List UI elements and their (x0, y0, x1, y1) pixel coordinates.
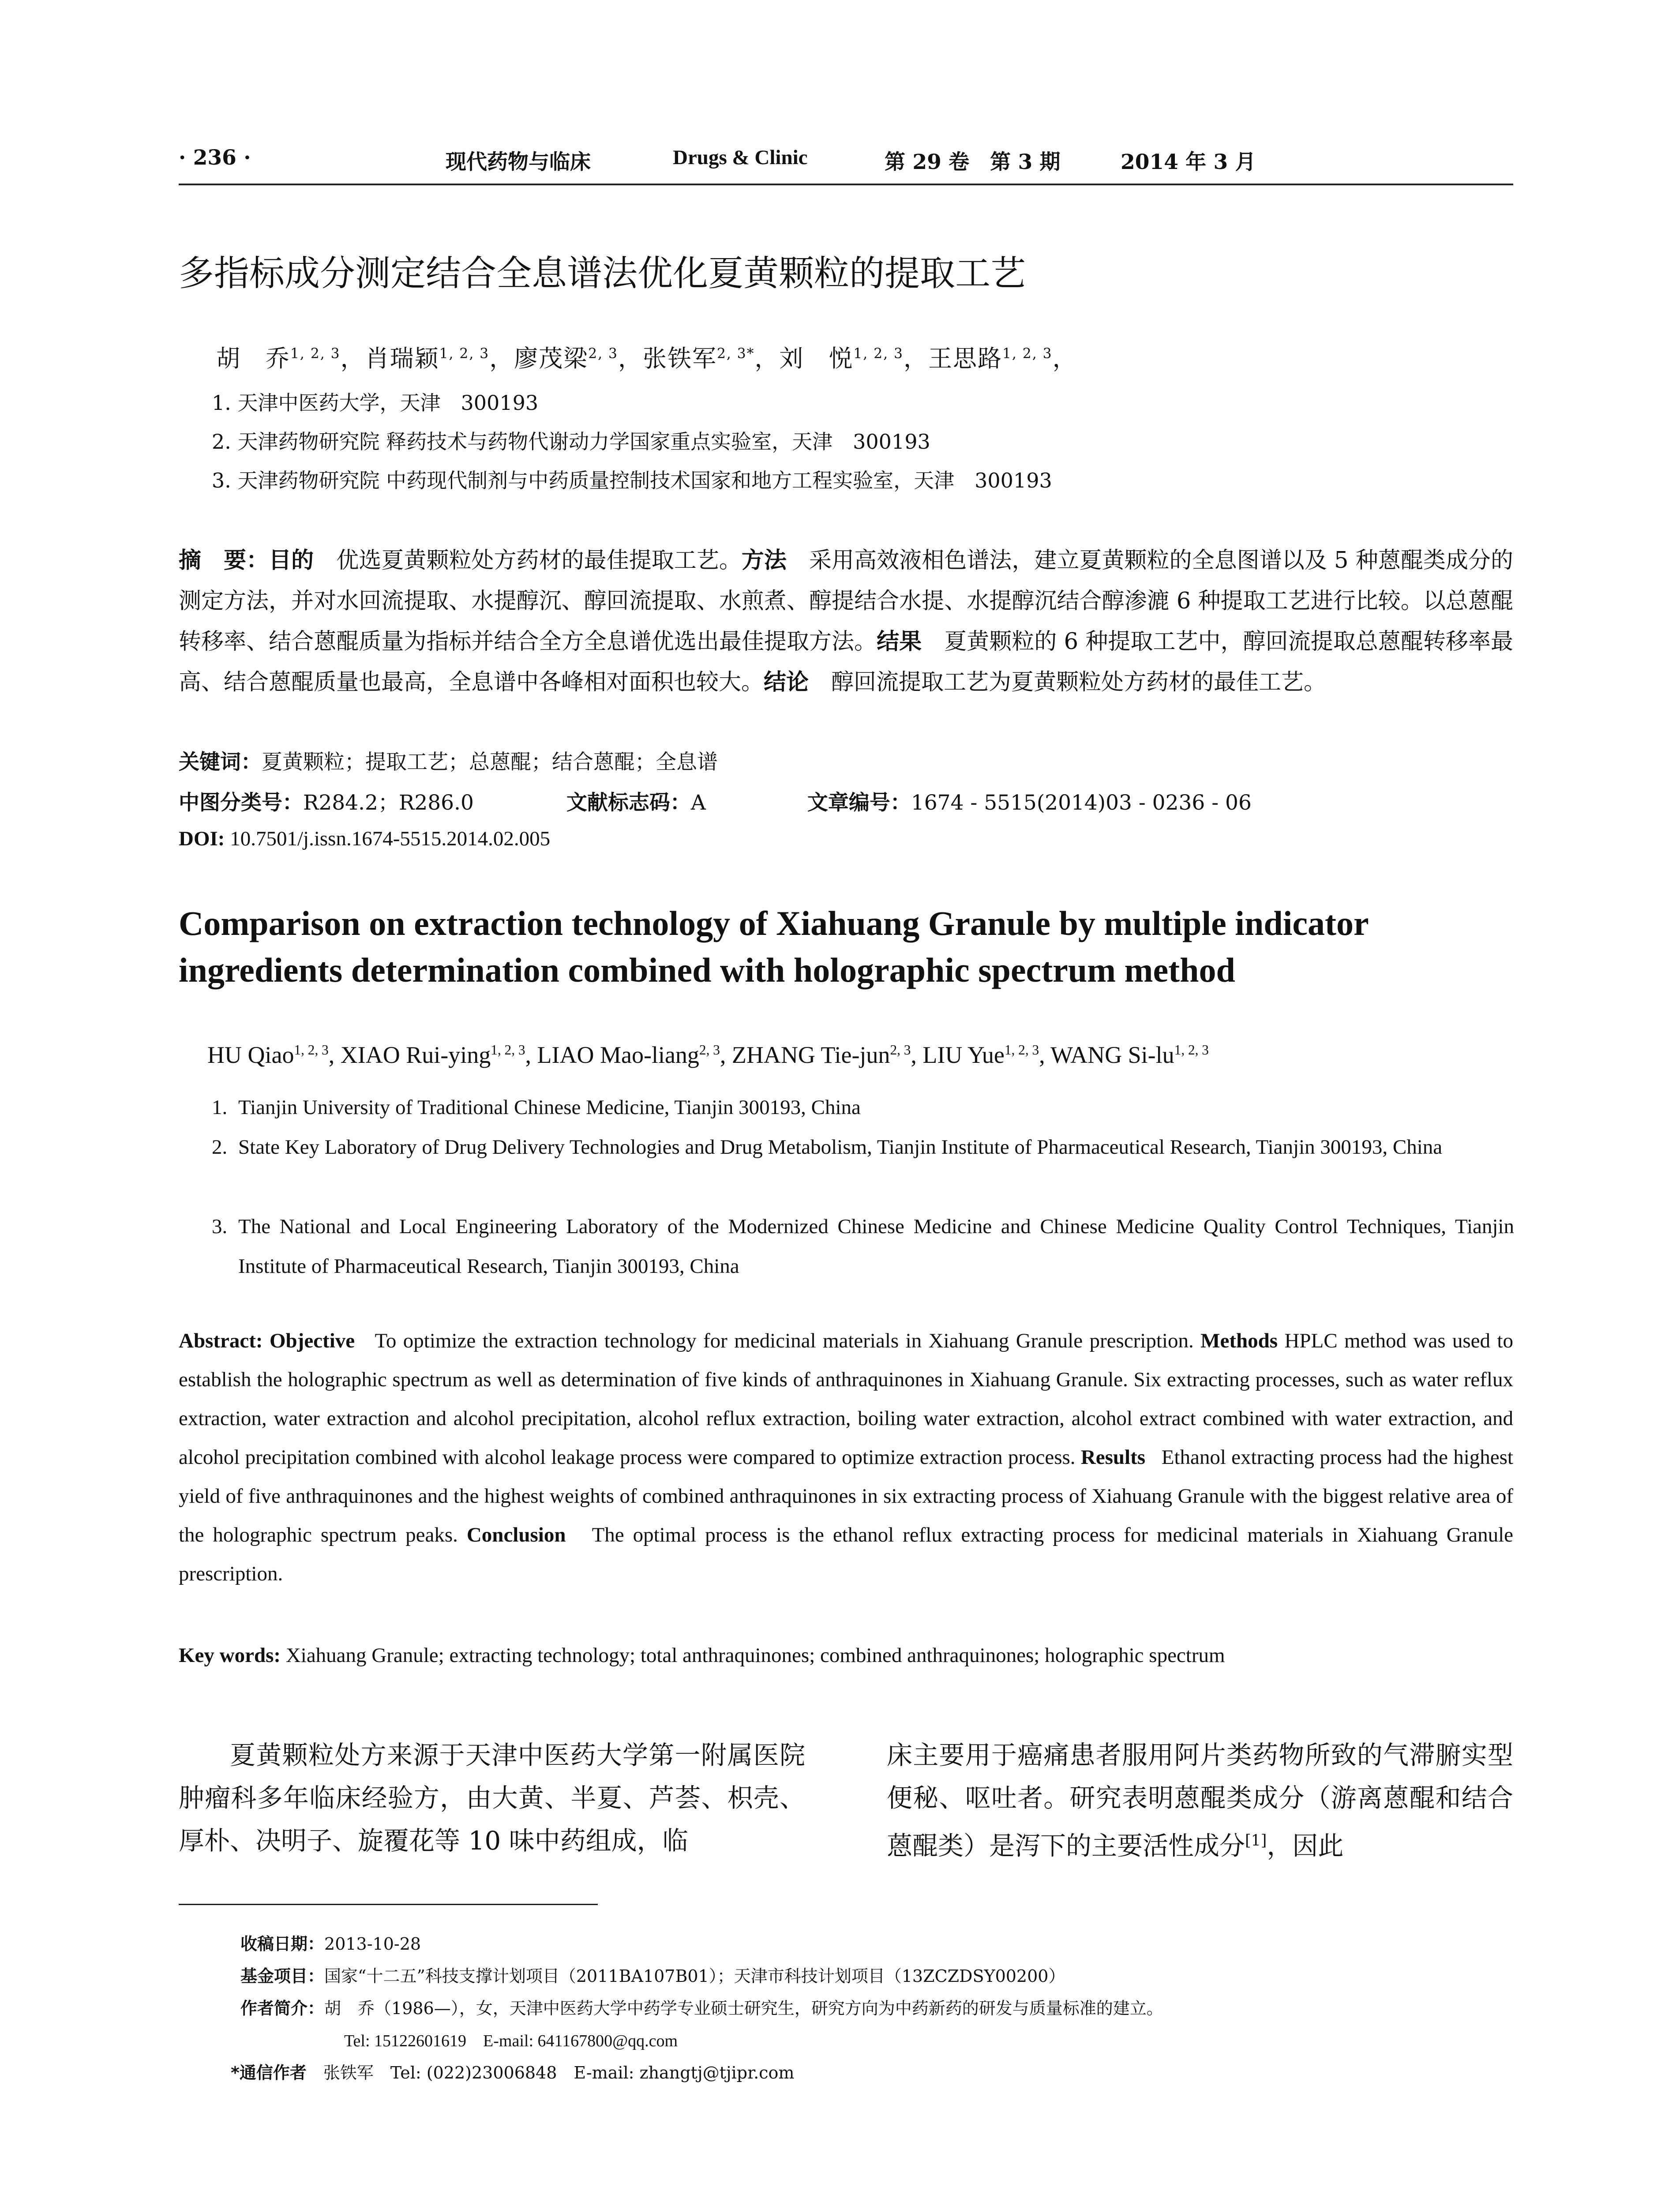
author-affil-sup: 1, 2, 3 (1174, 1042, 1209, 1058)
doi-line (179, 827, 550, 851)
affiliation-en (212, 1207, 1514, 1286)
received-date: 2013-10-28 (324, 1934, 421, 1954)
keywords-en (179, 1643, 1225, 1667)
affiliation-number: 1. (212, 1096, 228, 1119)
running-header (179, 146, 1513, 185)
doc-code-label: 文献标志码： (566, 791, 691, 815)
methods-text: 采用高效液相色谱法，建立夏黄颗粒的全息图谱以及 5 种蒽醌类成分的测定方法，并对水回流提取、水提醇沉、醇回流提取、水煎煮、醇提结合水提、水提醇沉结合醇渗漉 6 种提取工艺进行比较。以总蒽醌转移率、结合蒽醌质量为指标并结合全方全息谱优选出最佳提取方法。 (179, 548, 1513, 655)
clc-value: R284.2；R286.0 (303, 791, 474, 815)
author-name: 胡 乔 (216, 345, 290, 372)
objective-label: 目的 (269, 548, 314, 574)
author-name: LIAO Mao-liang (537, 1042, 699, 1068)
corresponding-label: *通信作者 (231, 2063, 307, 2082)
clc-label: 中图分类号： (179, 791, 303, 815)
author-affil-sup: 1, 2, 3 (1004, 1042, 1039, 1058)
article-number-value: 1674 - 5515(2014)03 - 0236 - 06 (911, 791, 1252, 815)
doi-label: DOI: (179, 827, 225, 850)
author-name: ZHANG Tie-jun (731, 1042, 890, 1068)
results-label: Results (1080, 1446, 1146, 1469)
author-name: 王思路 (928, 345, 1002, 372)
author-name: 张铁军 (642, 345, 717, 372)
body-text: 床主要用于癌痛患者服用阿片类药物所致的气滞腑实型便秘、呕吐者。研究表明蒽醌类成分（游离蒽醌和结合蒽醌类）是泻下的主要活性成分 (887, 1740, 1513, 1861)
conclusion-label: 结论 (764, 669, 809, 695)
journal-name-en: Drugs & Clinic (673, 146, 808, 169)
body-text: ，因此 (1267, 1831, 1344, 1861)
author-name: WANG Si-lu (1050, 1042, 1174, 1068)
doi-value: 10.7501/j.issn.1674-5515.2014.02.005 (230, 827, 551, 850)
conclusion-label: Conclusion (466, 1523, 566, 1546)
issue-info: 第 29 卷 第 3 期 (885, 150, 1061, 174)
body-paragraph: 夏黄颗粒处方来源于天津中医药大学第一附属医院肿瘤科多年临床经验方，由大黄、半夏、芦荟、枳壳、厚朴、决明子、旋覆花等 10 味中药组成，临 (179, 1740, 805, 1856)
body-column-left (179, 1734, 805, 1862)
author-affil-sup: 1, 2, 3 (1002, 346, 1053, 362)
received-label: 收稿日期： (240, 1934, 325, 1954)
fund-label: 基金项目： (240, 1966, 325, 1986)
affiliation-cn: 1. 天津中医药大学，天津 300193 (212, 391, 539, 415)
footnote-received (240, 1930, 421, 1955)
conclusion-text: 醇回流提取工艺为夏黄颗粒处方药材的最佳工艺。 (831, 669, 1327, 695)
footnote-divider (179, 1904, 598, 1905)
author-affil-sup: 2, 3 (890, 1042, 911, 1058)
affiliation-text: The National and Local Engineering Laboratory of the Modernized Chinese Medicine and Chinese Medicine Quality Control Techniques, Tianjin Institute of Pharmaceutical Research, Tianjin 300193, China (238, 1215, 1514, 1278)
author-bio-text: 胡 乔（1986—），女，天津中医药大学中药学专业硕士研究生，研究方向为中药新药的研发与质量标准的建立。 (324, 1999, 1163, 2018)
title-en: Comparison on extraction technology of Xiahuang Granule by multiple indicator ingredients determination combined with holographic spectrum method (179, 904, 1369, 989)
issue-date: 2014 年 3 月 (1121, 150, 1256, 174)
body-column-right (887, 1734, 1513, 1867)
doc-code-value: A (690, 791, 706, 815)
affiliation-cn: 3. 天津药物研究院 中药现代制剂与中药质量控制技术国家和地方工程实验室，天津 300193 (212, 469, 1052, 492)
results-text: Ethanol extracting process had the highest yield of five anthraquinones and the highest weights of combined anthraquinones in six extracting process of Xiahuang Granule with the biggest relative area of the holographic spectrum peaks. (179, 1446, 1513, 1546)
affiliation-en (212, 1127, 1514, 1167)
journal-name-cn: 现代药物与临床 (446, 150, 591, 174)
authors-cn: 胡 乔$^{1, 2, 3}$，肖瑞颖$^{1, 2, 3}$，廖茂梁$^{2, 3}$，张铁军$^{2, 3*}$，刘 悦$^{1, 2, 3}$，王思路$^{1, 2, 3}$， (216, 345, 1077, 372)
affiliation-number: 2. (212, 1136, 228, 1159)
affiliation-number: 3. (212, 1215, 228, 1238)
citation-ref: [1] (1245, 1832, 1267, 1850)
title-cn: 多指标成分测定结合全息谱法优化夏黄颗粒的提取工艺 (179, 253, 1026, 294)
methods-label: 方法 (741, 548, 787, 574)
abstract-label: Abstract: (179, 1329, 263, 1352)
objective-text: 优选夏黄颗粒处方药材的最佳提取工艺。 (336, 548, 742, 574)
article-number-label: 文章编号： (807, 791, 911, 815)
affiliation-cn: 2. 天津药物研究院 释药技术与药物代谢动力学国家重点实验室，天津 300193 (212, 430, 930, 454)
author-affil-sup: 2, 3* (716, 346, 755, 362)
classification-line (179, 786, 1252, 816)
author-name: XIAO Rui-ying (340, 1042, 491, 1068)
author-bio-label: 作者简介： (240, 1999, 325, 2018)
abstract-label: 摘 要： (179, 548, 269, 574)
author-affil-sup: 1, 2, 3 (290, 346, 341, 362)
methods-text: HPLC method was used to establish the holographic spectrum as well as determination of five kinds of anthraquinones in Xiahuang Granule. Six extracting processes, such as water reflux extraction, water extraction and alcohol precipitation, alcohol reflux extraction, boiling water extraction, alcohol extract combined with water extraction, and alcohol precipitation combined with alcohol leakage process were compared to optimize extraction process. (179, 1329, 1513, 1469)
affiliation-text: Tianjin University of Traditional Chinese Medicine, Tianjin 300193, China (238, 1096, 861, 1119)
author-affil-sup: 1, 2, 3 (491, 1042, 525, 1058)
keywords-label: Key words: (179, 1644, 281, 1667)
author-name: HU Qiao (207, 1042, 294, 1068)
affiliation-text: State Key Laboratory of Drug Delivery Technologies and Drug Metabolism, Tianjin Institute of Pharmaceutical Research, Tianjin 300193, China (238, 1136, 1443, 1159)
author-affil-sup: 1, 2, 3 (853, 346, 904, 362)
page-number: · 236 · (179, 146, 251, 170)
author-name: LIU Yue (922, 1042, 1005, 1068)
author-affil-sup: 2, 3 (699, 1042, 720, 1058)
author-name: 廖茂梁 (514, 345, 589, 372)
keywords-cn (179, 746, 718, 775)
author-affil-sup: 1, 2, 3 (439, 346, 490, 362)
authors-en: HU Qiao$^{1, 2, 3}$, XIAO Rui-ying$^{1, 2, 3}$, LIAO Mao-liang$^{2, 3}$, ZHANG Tie-jun$^{2, 3}$, LIU Yue$^{1, 2, 3}$, WANG Si-lu$^{1, 2, 3}$ (207, 1042, 1209, 1068)
keywords-text: Xiahuang Granule; extracting technology; total anthraquinones; combined anthraquinones; holographic spectrum (285, 1644, 1225, 1667)
conclusion-text: The optimal process is the ethanol reflux extracting process for medicinal materials in Xiahuang Granule prescription. (179, 1523, 1514, 1585)
footnote-fund (240, 1962, 1065, 1987)
body-paragraph (887, 1734, 1513, 1867)
footnote-corresponding (231, 2059, 794, 2083)
footnote-author-contact: Tel: 15122601619 E-mail: 641167800@qq.com (344, 2032, 678, 2050)
keywords-text: 夏黄颗粒；提取工艺；总蒽醌；结合蒽醌；全息谱 (262, 750, 718, 774)
author-name: 肖瑞颖 (365, 345, 439, 372)
objective-text: To optimize the extraction technology for medicinal materials in Xiahuang Granule prescription. (375, 1329, 1194, 1352)
abstract-cn (179, 540, 1513, 703)
author-affil-sup: 2, 3 (588, 346, 618, 362)
results-text: 夏黄颗粒的 6 种提取工艺中，醇回流提取总蒽醌转移率最高、结合蒽醌质量也最高，全息谱中各峰相对面积也较大。 (179, 629, 1513, 695)
keywords-label: 关键词： (179, 750, 262, 774)
objective-label: Objective (269, 1329, 355, 1352)
results-label: 结果 (877, 629, 922, 655)
fund-text: 国家“十二五”科技支撑计划项目（2011BA107B01）；天津市科技计划项目（13ZCZDSY00200） (324, 1966, 1065, 1986)
abstract-en (179, 1321, 1513, 1593)
author-name: 刘 悦 (779, 345, 854, 372)
author-affil-sup: 1, 2, 3 (294, 1042, 329, 1058)
footnote-author (240, 1995, 1163, 2019)
methods-label: Methods (1200, 1329, 1278, 1352)
affiliation-en (212, 1088, 1514, 1127)
corresponding-text: 张铁军 Tel: (022)23006848 E-mail: zhangtj@tjipr.com (323, 2063, 795, 2082)
